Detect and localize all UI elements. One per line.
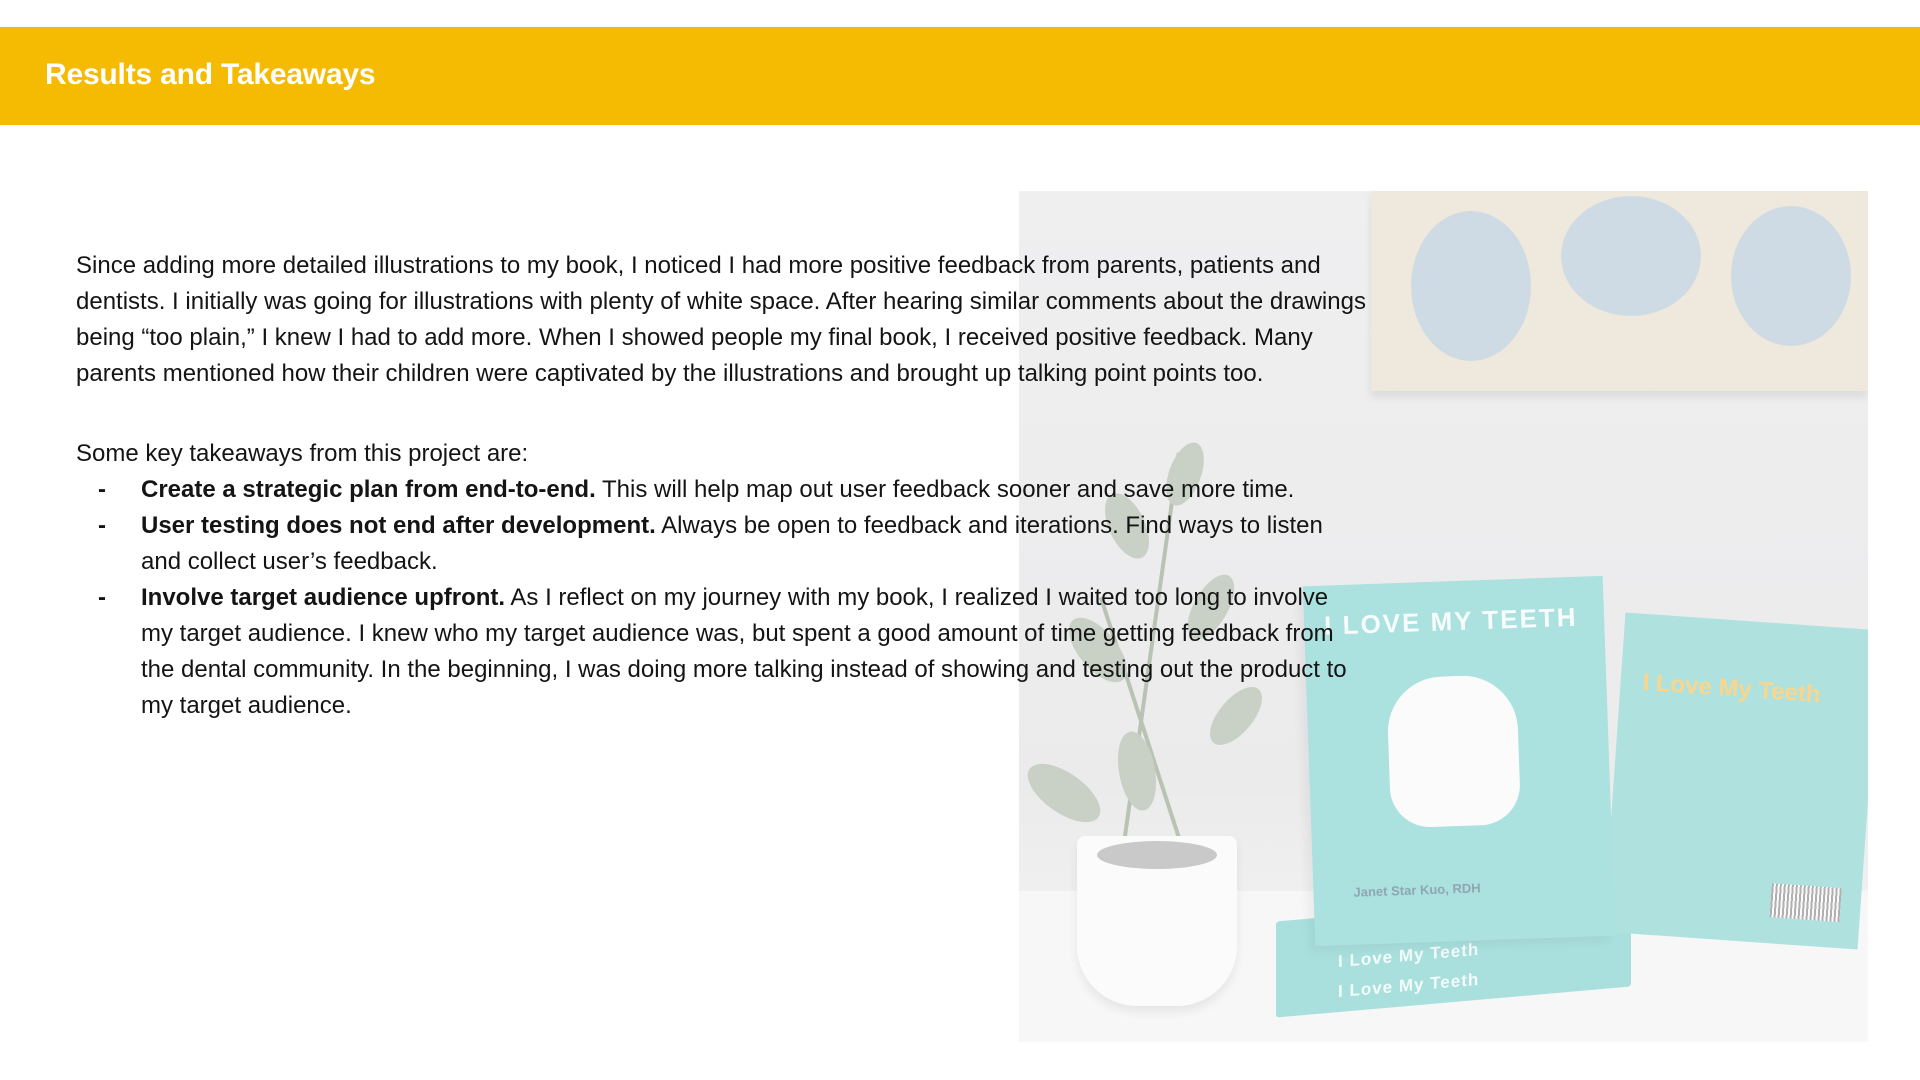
book-back-cover <box>1603 612 1868 949</box>
bullet-dash: - <box>98 584 106 611</box>
tooth-illustration <box>1386 674 1521 828</box>
list-item <box>76 508 1366 580</box>
map-region <box>1411 211 1531 361</box>
list-item <box>76 580 1366 724</box>
takeaway-title: Create a strategic plan from end-to-end. <box>141 476 596 503</box>
book-author: Janet Star Kuo, RDH <box>1353 880 1481 900</box>
map-region <box>1731 206 1851 346</box>
map-region <box>1561 196 1701 316</box>
takeaways-list <box>76 472 1366 724</box>
book-front-title: I LOVE MY TEETH <box>1323 601 1578 641</box>
takeaway-text: Always be open to feedback and iterations. Find ways to listen and collect user’s feedback. <box>141 512 1323 575</box>
world-map-poster <box>1371 191 1868 391</box>
list-item <box>76 472 1366 508</box>
book-spine-title: I Love My Teeth <box>1338 969 1480 1002</box>
takeaway-title: User testing does not end after development. <box>141 512 656 539</box>
pot-soil <box>1097 841 1217 869</box>
takeaway-title: Involve target audience upfront. <box>141 584 506 611</box>
book-spine-title: I Love My Teeth <box>1338 939 1480 972</box>
barcode <box>1770 883 1842 922</box>
takeaways-intro: Some key takeaways from this project are: <box>76 440 529 467</box>
book-back-title: I Love My Teeth <box>1641 668 1822 709</box>
takeaway-text: This will help map out user feedback sooner and save more time. <box>601 476 1295 503</box>
results-paragraph: Since adding more detailed illustrations to my book, I noticed I had more positive feedback from parents, patients and dentists. I initially was going for illustrations with plenty of white space. After hearing similar comments about the drawings being “too plain,” I knew I had to add more. When I showed people my final book, I received positive feedback. Many parents mentioned how their children were captivated by the illustrations and brought up talking point points too. <box>76 252 1366 387</box>
takeaway-text: As I reflect on my journey with my book, I realized I waited too long to involve my target audience. I knew who my target audience was, but spent a good amount of time getting feedback from the dental community. In the beginning, I was doing more talking instead of showing and testing out the product to my target audience. <box>141 584 1347 719</box>
bullet-dash: - <box>98 512 106 539</box>
page-title: Results and Takeaways <box>45 58 376 91</box>
bullet-dash: - <box>98 476 106 503</box>
content <box>76 248 1366 724</box>
